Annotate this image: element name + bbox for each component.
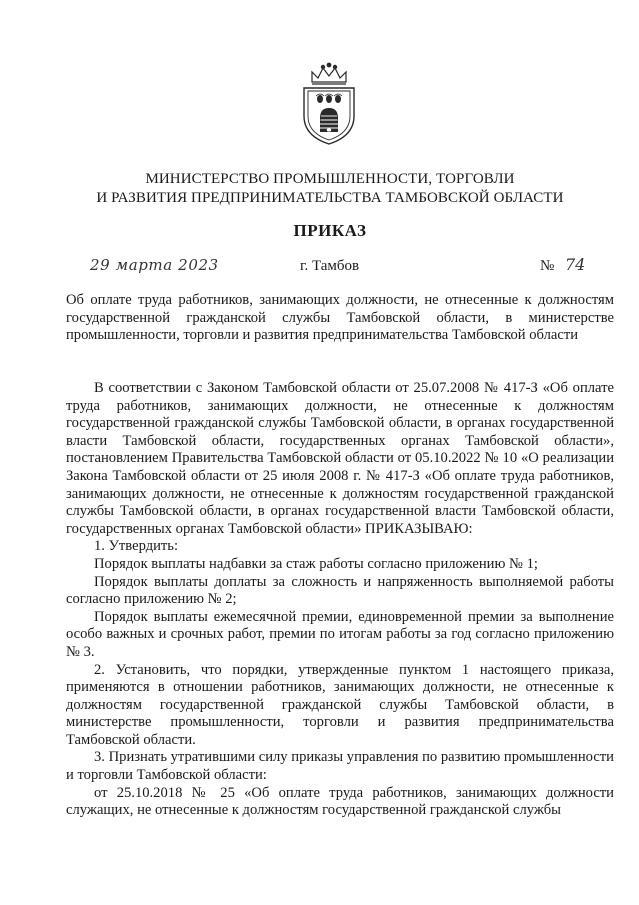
body-paragraph: Порядок выплаты ежемесячной премии, единовременной премии за выполнение особо важных и срочных работ, премии по итогам работы за год согласно приложению № 3.: [66, 608, 614, 660]
body-paragraph: 3. Признать утратившими силу приказы управления по развитию промышленности и торговли Тамбовской области:: [66, 749, 614, 784]
number-label: №: [540, 258, 555, 274]
body-paragraph: Порядок выплаты надбавки за стаж работы согласно приложению № 1;: [94, 555, 538, 572]
body-paragraph: 1. Утвердить:: [94, 538, 179, 555]
handwritten-date: 29 марта 2023: [90, 256, 219, 274]
ministry-line-2: И РАЗВИТИЯ ПРЕДПРИНИМАТЕЛЬСТВА ТАМБОВСКОЙ ОБЛАСТИ: [96, 190, 564, 206]
body-paragraph: 2. Установить, что порядки, утвержденные пунктом 1 настоящего приказа, применяются в отношении работников, занимающих должности, не отнесенные к должностям государственной гражданской службы Тамбовской области, в министерстве промышленности, торговли и развития предпринимательства Тамбовской области.: [66, 661, 614, 748]
document-type-title: ПРИКАЗ: [293, 221, 367, 240]
order-body: [66, 380, 614, 820]
handwritten-number: 74: [565, 255, 586, 274]
ministry-line-1: МИНИСТЕРСТВО ПРОМЫШЛЕННОСТИ, ТОРГОВЛИ: [145, 171, 515, 187]
order-subject: Об оплате труда работников, занимающих должности, не отнесенные к должностям государственной гражданской службы Тамбовской области, в министерстве промышленности, торговли и развития предпринимательства Тамбовской области: [66, 292, 614, 344]
coat-of-arms-icon: [298, 62, 360, 146]
body-paragraph: В соответствии с Законом Тамбовской области от 25.07.2008 № 417-З «Об оплате труда работников, занимающих должности, не отнесенные к должностям государственной гражданской службы Тамбовской области, в органах государственной власти Тамбовской области, государственных органах Тамбовской области», постановлением Правительства Тамбовской области от 05.10.2022 № 10 «О реализации Закона Тамбовской области от 25 июля 2008 г. № 417-З «Об оплате труда работников, занимающих должности, не отнесенные к должностям государственной гражданской службы Тамбовской области, в органах государственной власти Тамбовской области, государственных органах Тамбовской области» ПРИКАЗЫВАЮ:: [66, 380, 614, 537]
city-name: г. Тамбов: [300, 258, 360, 274]
body-paragraph: Порядок выплаты доплаты за сложность и напряженность выполняемой работы согласно приложению № 2;: [66, 573, 614, 608]
ministry-name: [60, 170, 600, 208]
body-paragraph: от 25.10.2018 № 25 «Об оплате труда работников, занимающих должности служащих, не отнесенные к должностям государственной гражданской службы: [66, 784, 614, 819]
dateline: [82, 255, 602, 280]
